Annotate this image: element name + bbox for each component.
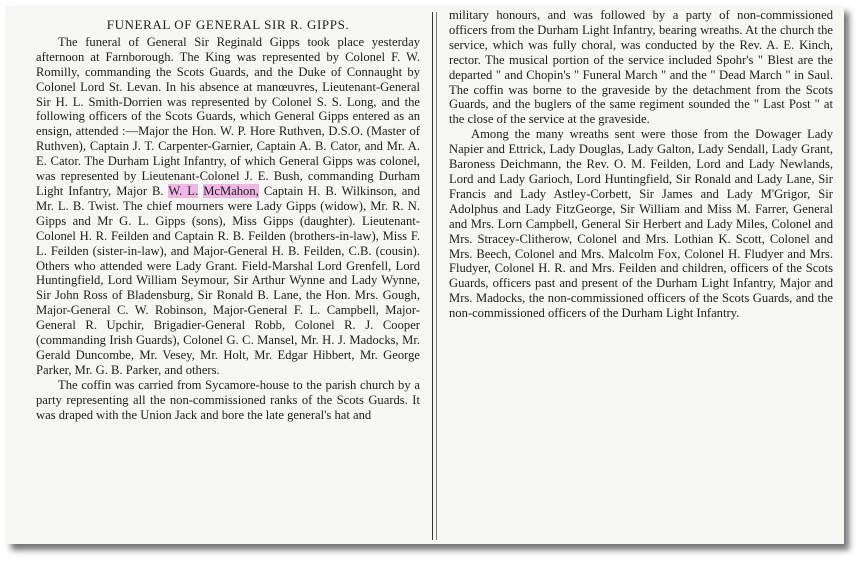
paragraph-wreaths: Among the many wreaths sent were those from the Dowager Lady Napier and Ettrick, Lady Douglas, Lady Galton, Lady Sendall, Lady Grant, Baroness Deichmann, the Rev. O. M. Feilden, Lord and Lady Newlands, Lord and Lady Garioch, Lord Huntingfield, Sir Ronald and Lady Lane, Sir Francis and Lady Astley-Corbett, Sir James and Lady M'Grigor, Sir Adolphus and Lady FitzGeorge, Sir William and Miss M. Farrer, General and Mrs. Lorn Campbell, General Sir Herbert and Lady Miles, Colonel and Mrs. Stracey-Clitherow, Colonel and Mrs. Lothian K. Scott, Colonel and Mrs. Beech, Colonel and Mrs. Malcolm Fox, Colonel H. Fludyer and Mrs. Fludyer, Colonel H. R. and Mrs. Feilden and children, officers of the Scots Guards, officers past and present of the Durham Light Infantry, Major and Mrs. Madocks, the non-commissioned officers of the Scots Guards, and the non-commissioned officers of the Durham Light Infantry. — [449, 127, 833, 321]
column-divider — [432, 12, 433, 540]
left-column — [36, 18, 420, 422]
right-column — [449, 8, 833, 321]
highlighted-name: McMahon, — [203, 183, 259, 198]
paragraph-attendees — [36, 35, 420, 378]
paragraph-coffin: The coffin was carried from Sycamore-house to the parish church by a party representing all the non-commissioned ranks of the Scots Guards. It was draped with the Union Jack and bore the late general's hat and — [36, 377, 420, 422]
paragraph-text: Captain H. B. Wilkinson, and Mr. L. B. Twist. The chief mourners were Lady Gipps (widow), Mr. R. N. Gipps and Mr G. L. Gipps (sons), Miss Gipps (daughter). Lieutenant-Colonel H. R. Feilden and Captain R. B. Feilden (brothers-in-law), Miss F. L. Feilden (sister-in-law), and Major-General H. B. Feilden, C.B. (cousin). Others who attended were Lady Grant. Field-Marshal Lord Grenfell, Lord Huntingfield, Lord William Seymour, Sir Arthur Wynne and Lady Wynne, Sir John Ross of Bladensburg, Sir Ronald B. Lane, the Hon. Mrs. Gough, Major-General C. W. Robinson, Major-General F. L. Campbell, Major-General R. Upchir, Brigadier-General Robb, Colonel R. J. Cooper (commanding Irish Guards), Colonel G. C. Mansel, Mr. H. J. Madocks, Mr. Gerald Duncombe, Mr. Vesey, Mr. Holt, Mr. Edgar Hibbert, Mr. George Parker, Mr. G. B. Parker, and others. — [36, 183, 420, 377]
newspaper-clipping — [6, 6, 844, 544]
paragraph-service: military honours, and was followed by a party of non-commissioned officers from the Durham Light Infantry, bearing wreaths. At the church the service, which was fully choral, was conducted by the Rev. A. E. Kinch, rector. The musical portion of the service included Spohr's " Blest are the departed " and Chopin's " Funeral March " and the " Dead March " in Saul. The coffin was borne to the graveside by the detachment from the Scots Guards, and the buglers of the same regiment sounded the " Last Post " at the close of the service at the graveside. — [449, 8, 833, 127]
paragraph-text: The funeral of General Sir Reginald Gipps took place yesterday afternoon at Farnborough. The King was represented by Colonel F. W. Romilly, commanding the Scots Guards, and the Duke of Connaught by Colonel Lord St. Levan. In his absence at manœuvres, Lieutenant-General Sir H. L. Smith-Dorrien was represented by Colonel S. S. Long, and the following officers of the Scots Guards, which General Gipps entered as an ensign, attended :—Major the Hon. W. P. Hore Ruthven, D.S.O. (Master of Ruthven), Captain J. T. Carpenter-Garnier, Captain A. B. Cator, and Mr. A. E. Cator. The Durham Light Infantry, of which General Gipps was colonel, was represented by Lieutenant-Colonel J. E. Bush, commanding Durham Light Infantry, Major B. — [36, 34, 420, 198]
column-divider — [436, 12, 437, 540]
article-headline: FUNERAL OF GENERAL SIR R. GIPPS. — [106, 17, 350, 32]
highlighted-name: W. L. — [168, 183, 199, 198]
